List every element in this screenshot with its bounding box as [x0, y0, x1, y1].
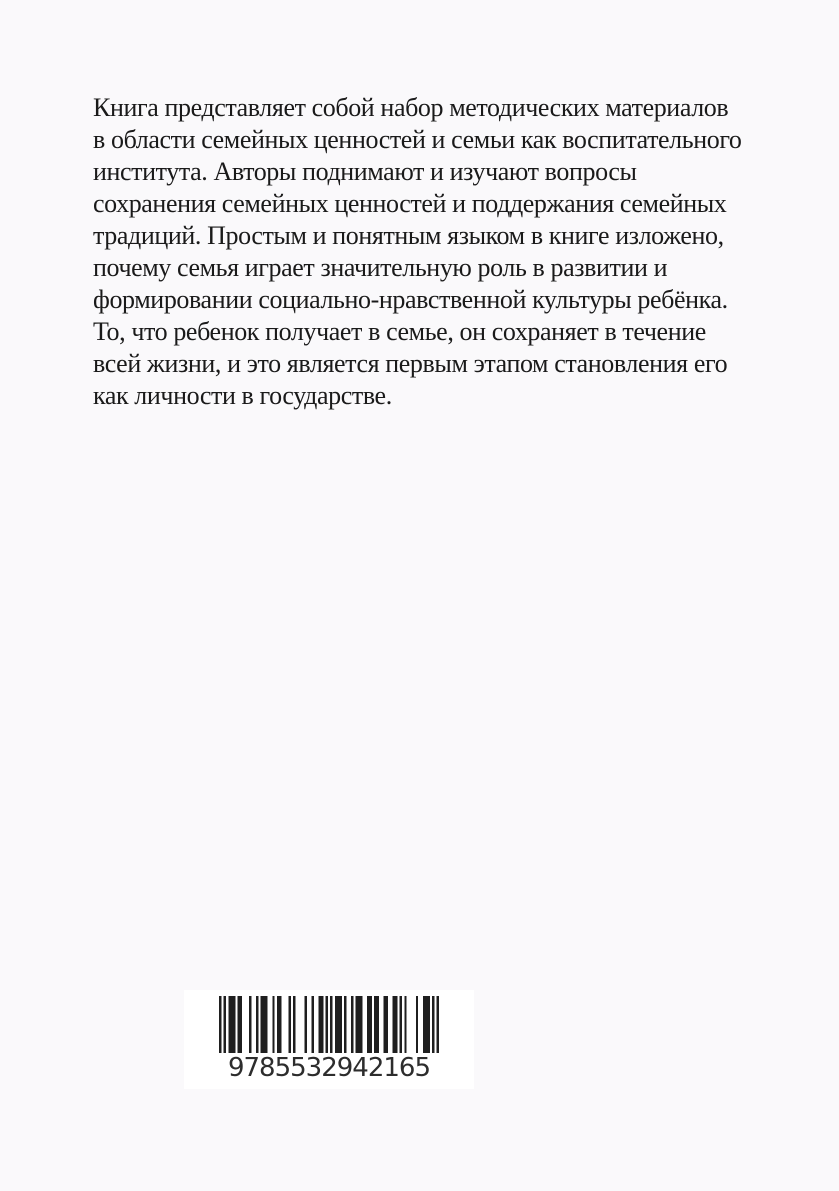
annotation-line: сохранения семейных ценностей и поддержания семейных	[93, 189, 727, 218]
annotation-line: Книга представляет собой набор методических материалов	[93, 93, 729, 122]
annotation-line: формировании социально-нравственной культуры ребёнка.	[93, 285, 728, 314]
annotation-line: в области семейных ценностей и семьи как воспитательного	[93, 125, 742, 154]
annotation-line: То, что ребенок получает в семье, он сохраняет в течение	[93, 317, 706, 346]
annotation-line: как личности в государстве.	[93, 381, 392, 410]
annotation-text-block	[93, 92, 793, 412]
annotation-line: института. Авторы поднимают и изучают вопросы	[93, 157, 637, 186]
barcode-panel	[184, 990, 474, 1089]
barcode-image	[219, 996, 439, 1053]
barcode-number: 9785532942165	[227, 1053, 431, 1083]
annotation-line: традиций. Простым и понятным языком в книге изложено,	[93, 221, 724, 250]
annotation-line: почему семья играет значительную роль в развитии и	[93, 253, 668, 282]
annotation-line: всей жизни, и это является первым этапом становления его	[93, 349, 728, 378]
